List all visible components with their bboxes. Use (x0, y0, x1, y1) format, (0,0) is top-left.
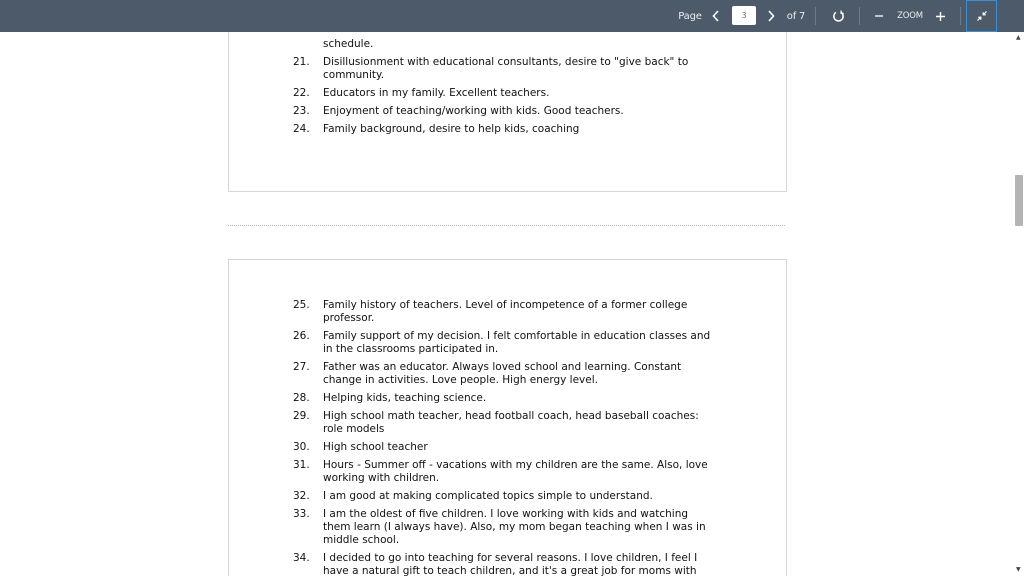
list-item (293, 123, 718, 136)
item-number: 28. (293, 392, 310, 404)
continuation-text: schedule. (323, 38, 374, 50)
item-number: 32. (293, 490, 310, 502)
item-text: I am good at making complicated topics simple to understand. (323, 490, 653, 502)
page-label: Page (678, 10, 702, 22)
item-number: 25. (293, 299, 310, 311)
list-item (293, 552, 718, 576)
list-item (293, 87, 718, 100)
collapse-icon (976, 10, 988, 22)
toolbar-divider (815, 7, 816, 25)
item-number: 31. (293, 459, 310, 471)
list-item (293, 56, 718, 82)
item-text: Enjoyment of teaching/working with kids. Good teachers. (323, 105, 624, 117)
viewer-toolbar (0, 0, 1024, 32)
toolbar-divider (960, 7, 961, 25)
list-item (293, 330, 718, 356)
scrollbar-thumb[interactable] (1015, 175, 1023, 226)
list-item (293, 508, 718, 547)
item-text: I am the oldest of five children. I love working with kids and watching them learn (I always have). Also, my mom began teaching when I was in middle school. (323, 508, 706, 546)
item-text: Family background, desire to help kids, coaching (323, 123, 580, 135)
item-number: 23. (293, 105, 310, 117)
item-text: Father was an educator. Always loved school and learning. Constant change in activities. Love people. High energy level. (323, 361, 682, 386)
vertical-scrollbar[interactable] (1014, 32, 1024, 576)
item-number: 21. (293, 56, 310, 68)
scroll-up-arrow-icon[interactable]: ▲ (1016, 34, 1021, 41)
next-page-button[interactable] (763, 0, 779, 32)
exit-fullscreen-button[interactable] (966, 0, 997, 32)
chevron-right-icon (767, 10, 775, 22)
item-text: High school teacher (323, 441, 428, 453)
list-item (293, 299, 718, 325)
document-page-3 (228, 32, 787, 192)
item-number: 34. (293, 552, 310, 564)
response-list (293, 299, 718, 576)
item-text: High school math teacher, head football coach, head baseball coaches: role models (323, 410, 699, 435)
page-separator (228, 225, 785, 226)
item-number: 22. (293, 87, 310, 99)
list-item (293, 459, 718, 485)
item-text: Family history of teachers. Level of incompetence of a former college professor. (323, 299, 688, 324)
list-item (293, 441, 718, 454)
plus-icon (935, 11, 946, 22)
list-item (293, 361, 718, 387)
item-number: 30. (293, 441, 310, 453)
toolbar-divider (859, 7, 860, 25)
rotate-icon (832, 10, 845, 23)
item-number: 24. (293, 123, 310, 135)
response-list (293, 56, 718, 141)
zoom-in-button[interactable] (933, 0, 947, 32)
list-item (293, 392, 718, 405)
chevron-left-icon (712, 10, 720, 22)
item-number: 27. (293, 361, 310, 373)
zoom-out-button[interactable] (872, 0, 886, 32)
page-number-input[interactable] (732, 6, 756, 25)
item-number: 29. (293, 410, 310, 422)
item-text: Family support of my decision. I felt comfortable in education classes and in the classrooms participated in. (323, 330, 711, 355)
page-count-label: of 7 (786, 10, 806, 22)
zoom-label: ZOOM (897, 11, 923, 21)
scroll-down-arrow-icon[interactable]: ▼ (1016, 566, 1021, 573)
item-text: Helping kids, teaching science. (323, 392, 487, 404)
item-text: Educators in my family. Excellent teachers. (323, 87, 550, 99)
list-item (293, 105, 718, 118)
document-page-4 (228, 259, 787, 576)
previous-page-button[interactable] (708, 0, 724, 32)
list-item (293, 410, 718, 436)
minus-icon (874, 11, 884, 21)
item-text: I decided to go into teaching for several reasons. I love children, I feel I have a natural gift to teach children, and it's a great job for moms with (323, 552, 698, 576)
item-text: Hours - Summer off - vacations with my children are the same. Also, love working with children. (323, 459, 708, 484)
document-viewer[interactable] (0, 32, 1014, 576)
item-number: 26. (293, 330, 310, 342)
rotate-button[interactable] (828, 0, 848, 32)
list-item (293, 490, 718, 503)
item-text: Disillusionment with educational consultants, desire to "give back" to community. (323, 56, 689, 81)
item-number: 33. (293, 508, 310, 520)
